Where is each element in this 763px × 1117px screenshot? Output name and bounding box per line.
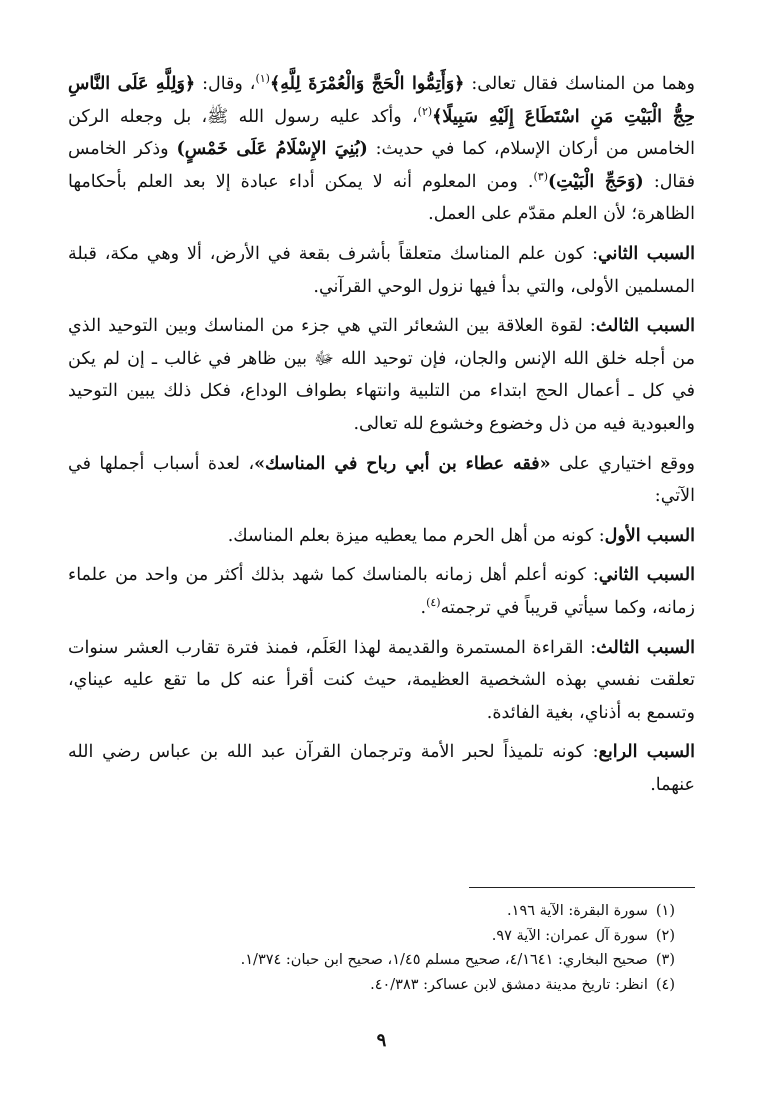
paragraph-hajj-pillar <box>68 68 695 231</box>
reason-label: السبب الثالث <box>595 316 696 337</box>
page-number: ٩ <box>376 1030 387 1051</box>
paragraph-reason-third <box>68 632 695 730</box>
paragraph-reason-3 <box>68 310 695 440</box>
footnote-item <box>75 948 675 973</box>
reason-text: : كونه تلميذاً لحبر الأمة وترجمان القرآن عبد الله بن عباس رضي الله عنهما. <box>68 742 695 795</box>
footnote-divider <box>469 887 695 888</box>
footnote-text: سورة البقرة: الآية ١٩٦. <box>507 903 648 919</box>
footnote-text: صحيح البخاري: ٤/١٦٤١، صحيح مسلم ١/٤٥، صحيح ابن حبان: ١/٣٧٤. <box>240 952 648 968</box>
footnote-item <box>75 973 675 998</box>
quran-verse: ﴿وَأَتِمُّوا الْحَجَّ وَالْعُمْرَةَ لِلَّهِ﴾ <box>269 74 465 94</box>
footnote-ref[interactable]: (١) <box>255 72 270 86</box>
footnote-ref[interactable]: (٣) <box>533 169 548 183</box>
paragraph-choice <box>68 448 695 513</box>
text-run: . ومن المعلوم أنه لا يمكن أداء عبادة إلا بعد العلم بأحكامها الظاهرة؛ لأن العلم مقدّم على العمل. <box>68 171 695 225</box>
reason-label: السبب الأول <box>604 525 695 546</box>
text-run: . <box>420 597 427 618</box>
paragraph-reason-first <box>68 520 695 553</box>
quran-verse: ﴿وَلِلَّهِ عَلَى النَّاسِ حِجُّ الْبَيْتِ مَنِ اسْتَطَاعَ إِلَيْهِ سَبِيلًا﴾ <box>68 74 695 127</box>
footnote-item <box>75 899 675 924</box>
reason-label: السبب الثالث <box>596 637 696 658</box>
footnote-text: سورة آل عمران: الآية ٩٧. <box>491 927 648 944</box>
reason-label: السبب الرابع <box>598 742 695 763</box>
footnote-number: (١) <box>655 903 675 919</box>
paragraph-reason-second <box>68 559 695 624</box>
hadith-text: (بُنِيَ الإِسْلَامُ عَلَى خَمْسٍ) <box>176 139 368 160</box>
text-run: وذكر الخامس فقال: <box>68 139 695 192</box>
reason-text: : القراءة المستمرة والقديمة لهذا العَلَم، فمنذ فترة تقارب العشر سنوات تعلقت نفسي بهذه الشخصية العظيمة، حيث كنت أقرأ عنه كل ما تقع عليه عيناي، وتسمع به أذناي، بغية الفائدة. <box>68 637 695 723</box>
reason-text: : لقوة العلاقة بين الشعائر التي هي جزء من المناسك وبين التوحيد الذي من أجله خلق الله الإنس والجان، فإن توحيد الله ﷻ بين ظاهر في غالب ـ إن لم يكن في كل ـ أعمال الحج ابتداء من التلبية وانتهاء بطواف الوداع، فكل ذلك يبين التوحيد والعبودية فيه من ذل وخضوع وخشوع لله تعالى. <box>68 316 695 434</box>
main-text <box>68 68 695 808</box>
footnote-number: (٤) <box>655 976 675 993</box>
text-run: ، وأكد عليه رسول الله ﷺ، بل وجعله الركن الخامس من أركان الإسلام، كما في حديث: <box>68 106 695 160</box>
text-run: ووقع اختياري على <box>550 453 695 474</box>
text-run: ، لعدة أسباب أجملها في الآتي: <box>68 453 695 507</box>
footnote-number: (٣) <box>655 952 675 968</box>
book-title: «فقه عطاء بن أبي رباح في المناسك» <box>254 453 551 474</box>
footnote-number: (٢) <box>655 927 675 944</box>
text-run: وهما من المناسك فقال تعالى: <box>464 74 696 94</box>
reason-text: : كونه من أهل الحرم مما يعطيه ميزة بعلم المناسك. <box>227 525 605 546</box>
paragraph-reason-fourth <box>68 736 695 801</box>
footnote-item <box>75 924 675 949</box>
reason-text: : كون علم المناسك متعلقاً بأشرف بقعة في الأرض، ألا وهي مكة، قبلة المسلمين الأولى، والتي بدأ فيها نزول الوحي القرآني. <box>68 243 695 297</box>
text-run: ، وقال: <box>195 74 256 94</box>
hadith-text: (وَحَجِّ الْبَيْتِ) <box>547 171 644 192</box>
reason-label: السبب الثاني <box>598 565 695 586</box>
paragraph-reason-2 <box>68 238 695 303</box>
footnotes <box>75 899 675 997</box>
footnote-ref[interactable]: (٤) <box>426 596 441 610</box>
footnote-text: انظر: تاريخ مدينة دمشق لابن عساكر: ٤٠/٣٨٣. <box>370 976 648 993</box>
footnote-ref[interactable]: (٢) <box>417 104 433 118</box>
reason-text: : كونه أعلم أهل زمانه بالمناسك كما شهد بذلك أكثر من واحد من علماء زمانه، وكما سيأتي قريباً في ترجمته <box>68 565 695 618</box>
reason-label: السبب الثاني <box>597 243 695 264</box>
